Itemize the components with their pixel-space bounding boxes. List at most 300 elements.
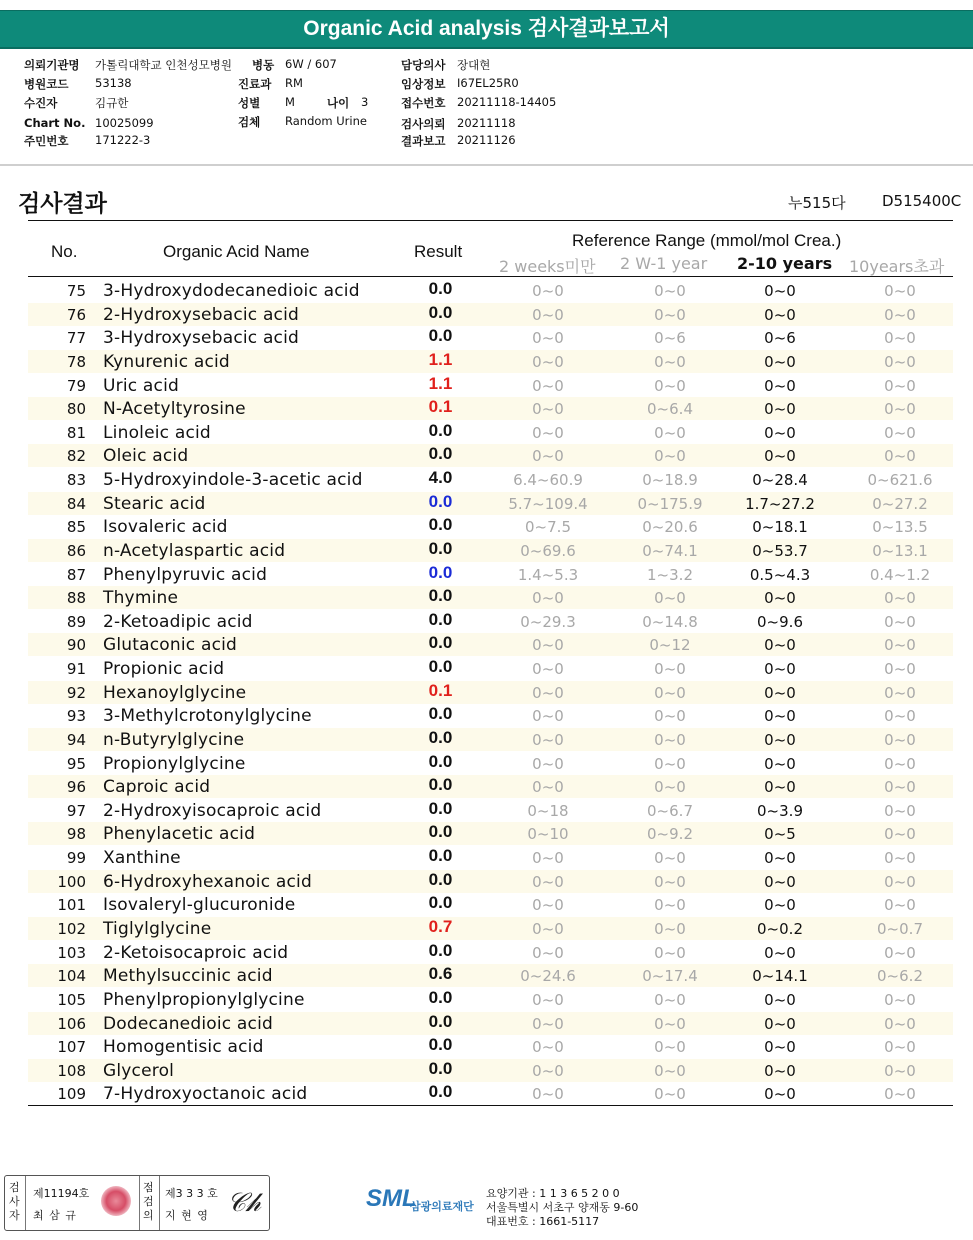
- range-10y: 0~0: [884, 660, 916, 679]
- range-2-10y: 0~0: [764, 282, 796, 300]
- table-row: [28, 728, 953, 751]
- signature-icon: 𝒞𝒽: [227, 1188, 261, 1218]
- range-10y: 0~0: [884, 612, 916, 631]
- range-2w1y: 0~0: [654, 1014, 686, 1033]
- specimen-value: Random Urine: [285, 114, 367, 128]
- sml-logo: SML: [366, 1185, 417, 1212]
- row-number: 100: [57, 872, 86, 891]
- acid-name: 3-Methylcrotonylglycine: [103, 706, 312, 727]
- table-row: [28, 350, 953, 373]
- result-value: 0.0: [428, 1035, 453, 1055]
- dept-label: 진료과: [238, 77, 272, 91]
- range-2weeks: 0~0: [532, 872, 564, 891]
- range-10y: 0~0: [884, 352, 916, 371]
- row-number: 94: [66, 730, 86, 749]
- range-10y: 0~0: [884, 1061, 916, 1080]
- table-row: [28, 633, 953, 656]
- header-result: Result: [414, 242, 463, 261]
- table-row: [28, 846, 953, 869]
- range-2-10y: 0~9.6: [757, 612, 803, 631]
- table-row: [28, 752, 953, 775]
- table-row: [28, 657, 953, 680]
- range-2weeks: 0~10: [527, 825, 569, 844]
- acid-name: Uric acid: [103, 375, 179, 396]
- range-2w1y: 0~12: [649, 636, 691, 655]
- age-value: 3: [361, 95, 369, 109]
- rrn-value: 171222-3: [95, 133, 151, 147]
- range-2weeks: 0~0: [532, 400, 564, 419]
- range-10y: 0~0: [884, 636, 916, 655]
- clinical-label: 임상정보: [401, 77, 446, 91]
- range-2w1y: 0~0: [654, 376, 686, 395]
- result-value: 0.0: [428, 326, 453, 346]
- result-value: 0.0: [428, 704, 453, 724]
- row-number: 95: [66, 754, 86, 773]
- result-value: 0.0: [428, 798, 453, 818]
- range-2-10y: 1.7~27.2: [745, 494, 815, 513]
- result-value: 0.0: [428, 1058, 453, 1078]
- range-2w1y: 0~0: [654, 1038, 686, 1057]
- range-2weeks: 5.7~109.4: [508, 494, 588, 513]
- range-2-10y: 0~0: [764, 352, 796, 371]
- acid-name: n-Acetylaspartic acid: [103, 540, 286, 561]
- range-2weeks: 0~0: [532, 707, 564, 726]
- acid-name: Glutaconic acid: [103, 635, 238, 656]
- range-2w1y: 0~0: [654, 943, 686, 962]
- range-2w1y: 0~0: [654, 352, 686, 371]
- row-number: 83: [66, 471, 86, 490]
- dept-value: RM: [285, 76, 303, 90]
- range-2-10y: 0~0: [764, 943, 796, 962]
- range-2weeks: 0~0: [532, 683, 564, 702]
- acid-name: 3-Hydroxysebacic acid: [103, 328, 300, 349]
- range-2weeks: 0~0: [532, 376, 564, 395]
- acid-name: Hexanoylglycine: [103, 682, 247, 703]
- range-10y: 0~0: [884, 778, 916, 797]
- range-2-10y: 0~18.1: [752, 518, 808, 537]
- result-value: 0.0: [428, 775, 453, 795]
- range-2-10y: 0~0: [764, 589, 796, 608]
- organization-name: 삼광의료재단: [410, 1200, 474, 1213]
- code-label: 병원코드: [24, 77, 69, 91]
- range-10y: 0~0: [884, 1014, 916, 1033]
- acid-name: n-Butyrylglycine: [103, 729, 245, 750]
- acid-name: Tiglylglycine: [103, 919, 212, 939]
- table-bottom-rule: [28, 1105, 953, 1106]
- range-2-10y: 0~53.7: [752, 541, 808, 560]
- table-row: [28, 917, 953, 940]
- range-2weeks: 0~0: [532, 282, 564, 300]
- row-number: 85: [66, 518, 86, 537]
- table-row: [28, 775, 953, 798]
- acid-name: Oleic acid: [103, 446, 189, 467]
- row-number: 78: [66, 352, 86, 371]
- row-number: 88: [66, 589, 86, 608]
- table-row: [28, 870, 953, 893]
- table-row: [28, 941, 953, 964]
- result-value: 0.0: [428, 491, 453, 511]
- acid-name: 5-Hydroxyindole-3-acetic acid: [103, 470, 363, 491]
- range-10y: 0~0: [884, 943, 916, 962]
- acid-name: Propionic acid: [103, 659, 225, 680]
- phone-number: 대표번호 : 1661-5117: [486, 1215, 600, 1228]
- range-2weeks: 0~0: [532, 1014, 564, 1033]
- range-10y: 0~0: [884, 754, 916, 773]
- range-2-10y: 0~0.2: [757, 920, 803, 938]
- acid-name: Homogentisic acid: [103, 1037, 264, 1058]
- range-10y: 0~0: [884, 872, 916, 891]
- range-10y: 0~0: [884, 849, 916, 868]
- range-2w1y: 0~0: [654, 660, 686, 679]
- acid-name: 2-Ketoisocaproic acid: [103, 942, 289, 963]
- table-row: [28, 563, 953, 586]
- range-10y: 0~0: [884, 825, 916, 844]
- signature-box: [4, 1175, 270, 1231]
- range-2weeks: 0~69.6: [520, 541, 576, 560]
- code-value: 53138: [95, 76, 132, 90]
- chart-label: Chart No.: [24, 116, 86, 130]
- range-2-10y: 0~0: [764, 778, 796, 797]
- range-2weeks: 0~0: [532, 352, 564, 371]
- row-number: 77: [66, 329, 86, 348]
- range-2-10y: 0~0: [764, 990, 796, 1009]
- table-row: [28, 893, 953, 916]
- range-2w1y: 0~0: [654, 1061, 686, 1080]
- range-10y: 0~0: [884, 423, 916, 442]
- report-value: 20211126: [457, 133, 516, 147]
- report-label: 결과보고: [401, 134, 446, 148]
- table-row: [28, 468, 953, 491]
- ward-value: 6W / 607: [285, 57, 337, 71]
- range-2w1y: 0~0: [654, 447, 686, 466]
- result-value: 0.7: [428, 917, 453, 936]
- result-value: 0.0: [428, 727, 453, 747]
- acid-name: Methylsuccinic acid: [103, 966, 273, 987]
- acid-name: 7-Hydroxyoctanoic acid: [103, 1084, 308, 1105]
- range-2weeks: 0~0: [532, 447, 564, 466]
- footer-divider: [139, 1176, 140, 1230]
- range-2-10y: 0~0: [764, 447, 796, 466]
- range-2-10y: 0~0: [764, 1061, 796, 1080]
- row-number: 79: [66, 376, 86, 395]
- range-2w1y: 0~6: [654, 329, 686, 348]
- acid-name: Isovaleric acid: [103, 517, 228, 538]
- result-value: 0.0: [428, 279, 453, 298]
- request-label: 검사의뢰: [401, 117, 446, 131]
- range-2-10y: 0~0: [764, 730, 796, 749]
- acid-name: Isovaleryl-glucuronide: [103, 895, 296, 916]
- row-number: 91: [66, 660, 86, 679]
- table-row: [28, 799, 953, 822]
- header-range-2w1y: 2 W-1 year: [620, 254, 708, 273]
- range-2w1y: 0~0: [654, 282, 686, 300]
- row-number: 101: [57, 896, 86, 915]
- range-2w1y: 0~0: [654, 896, 686, 915]
- row-number: 90: [66, 636, 86, 655]
- result-value: 0.0: [428, 538, 453, 558]
- result-value: 0.1: [428, 680, 453, 700]
- result-value: 0.1: [428, 397, 453, 417]
- range-2weeks: 0~0: [532, 920, 564, 938]
- range-2weeks: 0~0: [532, 1061, 564, 1080]
- row-number: 86: [66, 541, 86, 560]
- range-10y: 0~0: [884, 447, 916, 466]
- result-value: 0.0: [428, 1082, 453, 1102]
- range-2weeks: 0~0: [532, 423, 564, 442]
- range-10y: 0~0: [884, 329, 916, 348]
- receipt-value: 20211118-14405: [457, 95, 557, 109]
- result-value: 0.0: [428, 940, 453, 960]
- footer-divider: [159, 1176, 160, 1230]
- doctor-label: 담당의사: [401, 58, 446, 72]
- row-number: 92: [66, 683, 86, 702]
- acid-name: 6-Hydroxyhexanoic acid: [103, 871, 312, 892]
- range-2-10y: 0~0: [764, 683, 796, 702]
- range-10y: 0~13.5: [872, 518, 928, 537]
- examiner-label: 검사자: [9, 1181, 20, 1222]
- range-10y: 0~0: [884, 400, 916, 419]
- range-2w1y: 1~3.2: [647, 565, 693, 584]
- range-2w1y: 0~14.8: [642, 612, 698, 631]
- acid-name: 2-Hydroxysebacic acid: [103, 304, 300, 325]
- row-number: 89: [66, 612, 86, 631]
- acid-name: 3-Hydroxydodecanedioic acid: [103, 281, 360, 301]
- range-2-10y: 0~0: [764, 1038, 796, 1057]
- acid-name: Phenylpropionylglycine: [103, 989, 305, 1010]
- range-10y: 0~621.6: [867, 471, 933, 490]
- acid-name: Phenylpyruvic acid: [103, 564, 268, 585]
- range-10y: 0~0: [884, 305, 916, 324]
- row-number: 93: [66, 707, 86, 726]
- result-value: 0.0: [428, 657, 453, 677]
- range-2w1y: 0~0: [654, 872, 686, 891]
- row-number: 97: [66, 801, 86, 820]
- range-2weeks: 0~0: [532, 329, 564, 348]
- range-2w1y: 0~6.4: [647, 400, 693, 419]
- range-10y: 0~0: [884, 730, 916, 749]
- range-2-10y: 0~0: [764, 849, 796, 868]
- range-2-10y: 0~0: [764, 305, 796, 324]
- range-2weeks: 0~0: [532, 990, 564, 1009]
- range-10y: 0~6.2: [877, 967, 923, 986]
- range-10y: 0~0: [884, 282, 916, 300]
- row-number: 105: [57, 990, 86, 1009]
- range-2weeks: 0~29.3: [520, 612, 576, 631]
- range-10y: 0~0: [884, 707, 916, 726]
- range-2-10y: 0~0: [764, 896, 796, 915]
- table-row: [28, 704, 953, 727]
- result-value: 0.0: [428, 987, 453, 1007]
- report-title: Organic Acid analysis 검사결과보고서: [0, 10, 973, 49]
- row-number: 84: [66, 494, 86, 513]
- range-2-10y: 0.5~4.3: [749, 565, 811, 584]
- range-2w1y: 0~0: [654, 920, 686, 938]
- footer-divider: [25, 1176, 26, 1230]
- table-top-rule: [28, 220, 953, 221]
- table-row: [28, 444, 953, 467]
- result-value: 0.0: [428, 609, 453, 629]
- row-number: 76: [66, 305, 86, 324]
- patient-value: 김규한: [95, 96, 129, 110]
- row-number: 98: [66, 825, 86, 844]
- row-number: 80: [66, 400, 86, 419]
- range-2-10y: 0~0: [764, 1014, 796, 1033]
- acid-name: Thymine: [103, 588, 179, 609]
- table-row: [28, 374, 953, 397]
- ward-label: 병동: [252, 58, 275, 72]
- result-value: 0.0: [428, 822, 453, 842]
- row-number: 102: [57, 920, 86, 938]
- header-no: No.: [51, 242, 78, 261]
- table-row: [28, 397, 953, 420]
- range-2weeks: 0~0: [532, 1085, 564, 1104]
- range-2-10y: 0~14.1: [752, 967, 808, 986]
- range-2w1y: 0~6.7: [647, 801, 693, 820]
- acid-name: Phenylacetic acid: [103, 824, 256, 845]
- range-10y: 0~27.2: [872, 494, 928, 513]
- range-2w1y: 0~0: [654, 730, 686, 749]
- range-10y: 0.4~1.2: [869, 565, 931, 584]
- row-number: 108: [57, 1061, 86, 1080]
- range-2-10y: 0~0: [764, 660, 796, 679]
- table-row: [28, 421, 953, 444]
- table-row: [28, 539, 953, 562]
- checker-label: 점검의: [143, 1181, 154, 1222]
- acid-name: 2-Ketoadipic acid: [103, 611, 253, 632]
- range-2w1y: 0~0: [654, 778, 686, 797]
- range-2-10y: 0~3.9: [757, 801, 803, 820]
- age-label: 나이: [327, 96, 350, 110]
- result-value: 4.0: [428, 468, 453, 488]
- header-bottom-rule: [28, 276, 953, 277]
- row-number: 104: [57, 967, 86, 986]
- range-2-10y: 0~0: [764, 754, 796, 773]
- header-range-10y: 10years초과: [849, 257, 945, 276]
- range-2-10y: 0~0: [764, 1085, 796, 1104]
- result-value: 0.0: [428, 586, 453, 606]
- table-row: [28, 822, 953, 845]
- range-2w1y: 0~0: [654, 1085, 686, 1104]
- range-2-10y: 0~28.4: [752, 471, 808, 490]
- table-row: [28, 515, 953, 538]
- table-row: [28, 610, 953, 633]
- range-2weeks: 0~24.6: [520, 967, 576, 986]
- range-2-10y: 0~0: [764, 707, 796, 726]
- range-2w1y: 0~0: [654, 707, 686, 726]
- hospital-label: 의뢰기관명: [24, 58, 80, 72]
- checker-number: 제3 3 3 호: [165, 1187, 218, 1200]
- range-10y: 0~0: [884, 801, 916, 820]
- table-row: [28, 1082, 953, 1105]
- result-value: 0.0: [428, 751, 453, 771]
- acid-name: Xanthine: [103, 848, 181, 869]
- range-2weeks: 0~18: [527, 801, 569, 820]
- row-number: 103: [57, 943, 86, 962]
- range-2weeks: 0~0: [532, 778, 564, 797]
- range-2weeks: 0~0: [532, 849, 564, 868]
- range-2-10y: 0~0: [764, 636, 796, 655]
- range-2weeks: 0~0: [532, 943, 564, 962]
- chart-value: 10025099: [95, 116, 154, 130]
- range-2-10y: 0~0: [764, 423, 796, 442]
- row-number: 87: [66, 565, 86, 584]
- range-10y: 0~0: [884, 1038, 916, 1057]
- row-number: 109: [57, 1085, 86, 1104]
- range-10y: 0~0: [884, 376, 916, 395]
- info-divider: [0, 164, 973, 166]
- table-row: [28, 1035, 953, 1058]
- examiner-seal-icon: [101, 1186, 131, 1216]
- range-2-10y: 0~0: [764, 376, 796, 395]
- examiner-number: 제11194호: [33, 1187, 90, 1200]
- result-value: 0.0: [428, 444, 453, 464]
- result-value: 0.0: [428, 1011, 453, 1031]
- sex-value: M: [285, 95, 295, 109]
- range-2w1y: 0~0: [654, 683, 686, 702]
- acid-name: 2-Hydroxyisocaproic acid: [103, 800, 322, 821]
- range-2weeks: 0~0: [532, 589, 564, 608]
- range-2weeks: 0~0: [532, 305, 564, 324]
- result-value: 0.0: [428, 420, 453, 440]
- header-name: Organic Acid Name: [163, 242, 310, 261]
- patient-info: [0, 0, 973, 160]
- row-number: 75: [66, 282, 86, 300]
- result-value: 0.0: [428, 302, 453, 322]
- range-2w1y: 0~9.2: [647, 825, 693, 844]
- result-value: 0.0: [428, 633, 453, 653]
- acid-name: Linoleic acid: [103, 422, 211, 443]
- row-number: 82: [66, 447, 86, 466]
- range-2w1y: 0~74.1: [642, 541, 698, 560]
- result-value: 0.6: [428, 964, 453, 984]
- range-2weeks: 6.4~60.9: [513, 471, 583, 490]
- range-10y: 0~0: [884, 683, 916, 702]
- acid-name: Caproic acid: [103, 777, 211, 798]
- range-2w1y: 0~175.9: [637, 494, 703, 513]
- address: 서울특별시 서초구 양재동 9-60: [486, 1201, 639, 1214]
- header-reference-range: Reference Range (mmol/mol Crea.): [572, 231, 842, 250]
- range-2w1y: 0~20.6: [642, 518, 698, 537]
- range-2w1y: 0~0: [654, 589, 686, 608]
- table-row: [28, 1012, 953, 1035]
- table-row: [28, 988, 953, 1011]
- row-number: 96: [66, 778, 86, 797]
- clinical-value: I67EL25R0: [457, 76, 519, 90]
- hospital-value: 가톨릭대학교 인천성모병원: [95, 58, 232, 72]
- range-10y: 0~0: [884, 589, 916, 608]
- range-2-10y: 0~5: [764, 825, 796, 844]
- result-value: 0.0: [428, 846, 453, 866]
- sex-label: 성별: [238, 96, 261, 110]
- range-2weeks: 0~0: [532, 754, 564, 773]
- range-2-10y: 0~0: [764, 400, 796, 419]
- specimen-label: 검체: [238, 115, 261, 129]
- range-2w1y: 0~0: [654, 849, 686, 868]
- checker-name: 지 현 영: [165, 1209, 209, 1222]
- range-2-10y: 0~0: [764, 872, 796, 891]
- range-2weeks: 0~0: [532, 1038, 564, 1057]
- examiner-name: 최 삼 규: [33, 1209, 77, 1222]
- acid-name: Stearic acid: [103, 493, 206, 514]
- range-2weeks: 0~7.5: [525, 518, 571, 537]
- result-value: 1.1: [428, 349, 453, 369]
- table-row: [28, 492, 953, 515]
- range-2weeks: 0~0: [532, 730, 564, 749]
- range-10y: 0~13.1: [872, 541, 928, 560]
- result-value: 0.0: [428, 893, 453, 913]
- table-row: [28, 303, 953, 326]
- patient-label: 수진자: [24, 96, 58, 110]
